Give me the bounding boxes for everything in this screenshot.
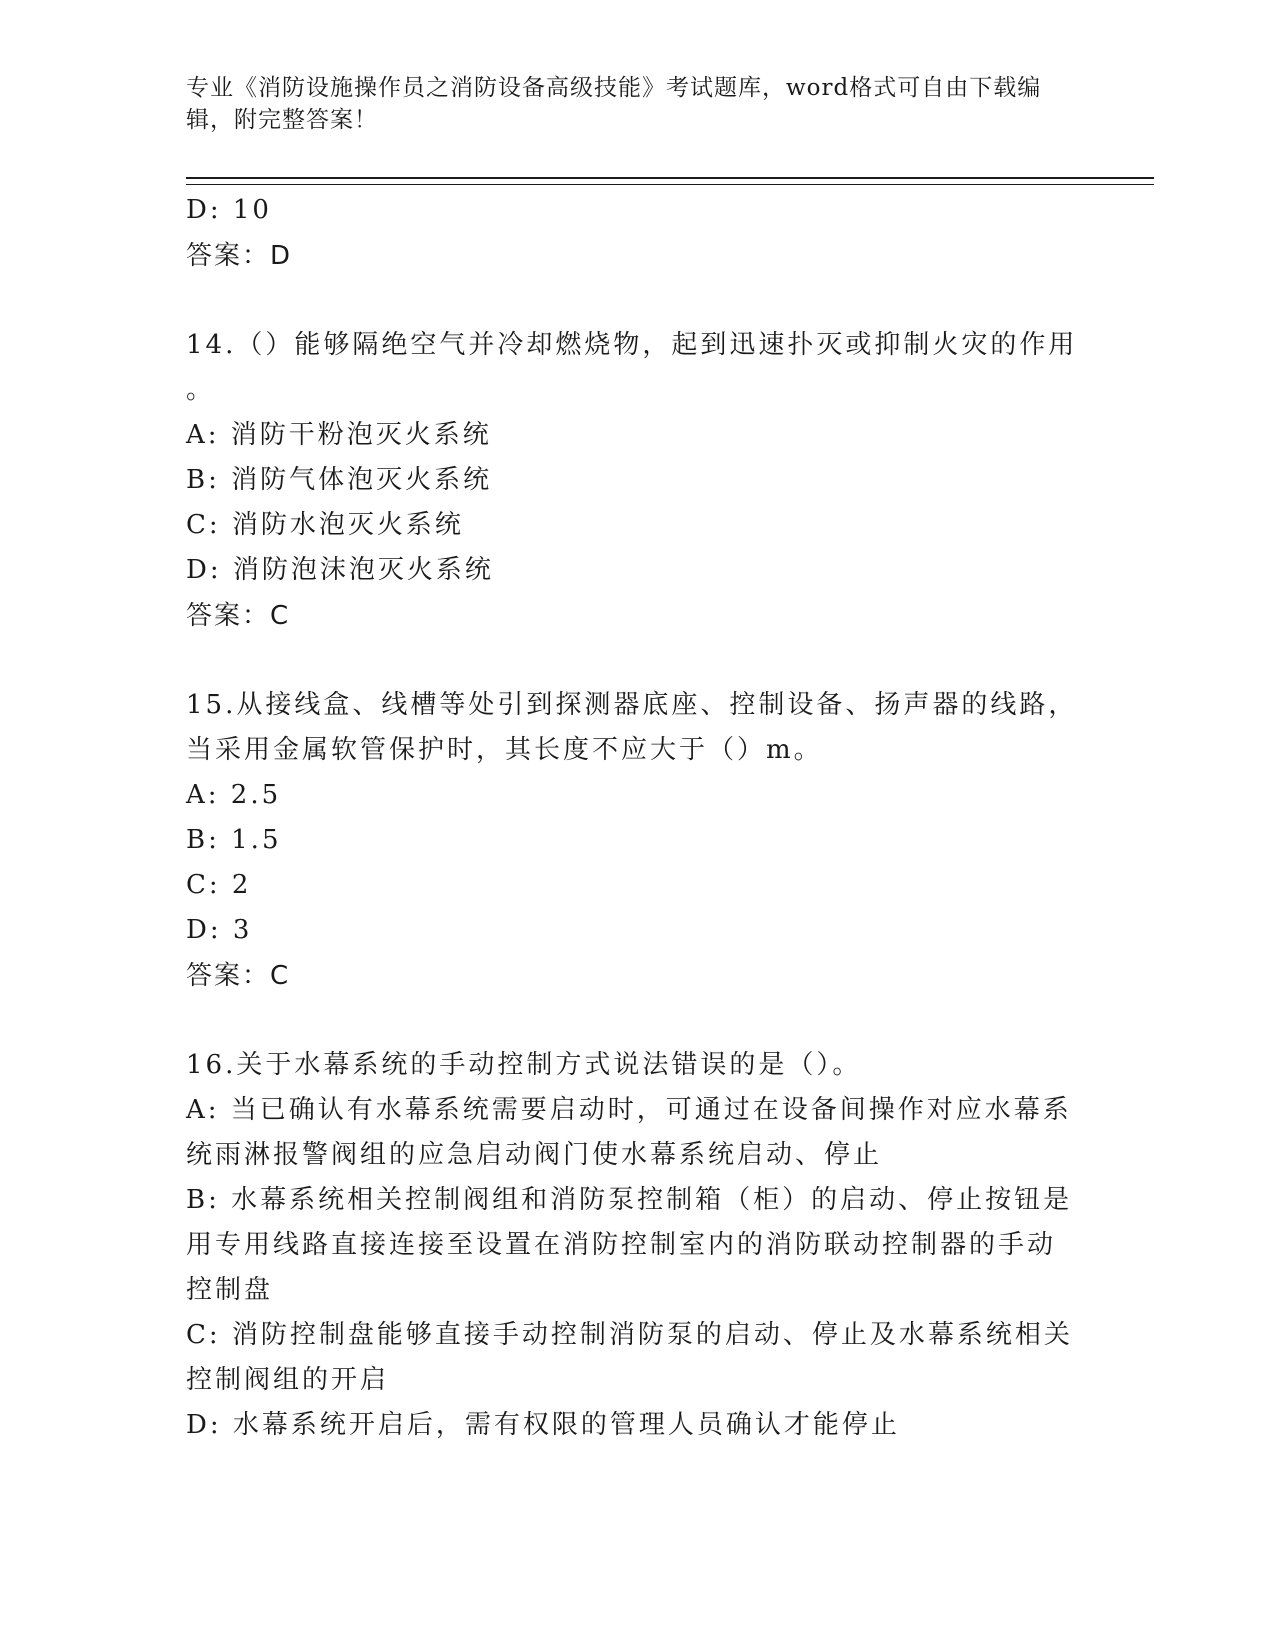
option-b-line-1: B: 水幕系统相关控制阀组和消防泵控制箱（柜）的启动、停止按钮是 <box>186 1185 1073 1215</box>
question-text-line-2: 。 <box>186 375 216 405</box>
option-d: D: 3 <box>186 915 253 945</box>
option-d: D: 10 <box>186 195 272 225</box>
answer: 答案：C <box>186 601 291 631</box>
option-b-line-3: 控制盘 <box>186 1275 274 1305</box>
option-a-line-1: A: 当已确认有水幕系统需要启动时，可通过在设备间操作对应水幕系 <box>186 1095 1072 1125</box>
question-text-line-2: 当采用金属软管保护时，其长度不应大于（）m。 <box>186 735 823 765</box>
page-header <box>186 72 1066 136</box>
question-14 <box>186 323 1086 639</box>
option-c: C: 消防水泡灭火系统 <box>186 510 464 540</box>
option-a-line-2: 统雨淋报警阀组的应急启动阀门使水幕系统启动、停止 <box>186 1140 883 1170</box>
question-list <box>186 188 1086 1448</box>
question-13 <box>186 188 1086 279</box>
question-16 <box>186 1043 1086 1448</box>
question-15 <box>186 683 1086 999</box>
option-b: B: 消防气体泡灭火系统 <box>186 465 493 495</box>
option-c: C: 2 <box>186 870 252 900</box>
option-a: A: 2.5 <box>186 780 282 810</box>
question-text-line-1: 16.关于水幕系统的手动控制方式说法错误的是（）。 <box>186 1050 862 1080</box>
option-c-line-2: 控制阀组的开启 <box>186 1365 390 1395</box>
answer: 答案：D <box>186 241 293 271</box>
option-d: D: 消防泡沫泡灭火系统 <box>186 555 494 585</box>
question-text-line-1: 15.从接线盒、线槽等处引到探测器底座、控制设备、扬声器的线路， <box>186 690 1078 720</box>
header-line-1: 专业《消防设施操作员之消防设备高级技能》考试题库，word格式可自由下载编 <box>186 75 1042 101</box>
answer: 答案：C <box>186 961 291 991</box>
option-a: A: 消防干粉泡灭火系统 <box>186 420 492 450</box>
option-c-line-1: C: 消防控制盘能够直接手动控制消防泵的启动、停止及水幕系统相关 <box>186 1320 1073 1350</box>
option-b: B: 1.5 <box>186 825 282 855</box>
option-b-line-2: 用专用线路直接连接至设置在消防控制室内的消防联动控制器的手动 <box>186 1230 1057 1260</box>
header-line-2: 辑，附完整答案！ <box>186 107 378 133</box>
header-divider <box>186 177 1154 185</box>
question-text-line-1: 14.（）能够隔绝空气并冷却燃烧物，起到迅速扑灭或抑制火灾的作用 <box>186 330 1078 360</box>
option-d: D: 水幕系统开启后，需有权限的管理人员确认才能停止 <box>186 1410 900 1440</box>
